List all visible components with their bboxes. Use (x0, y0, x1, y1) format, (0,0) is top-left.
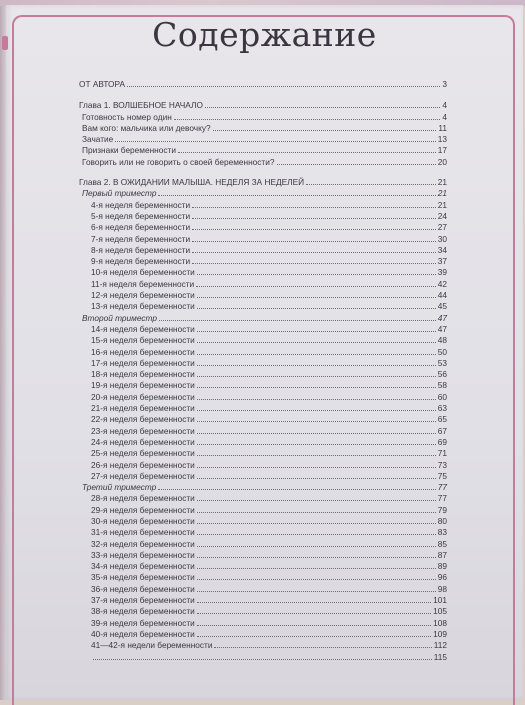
toc-entry-page: 63 (437, 403, 447, 414)
toc-entry-title: 41—42-я недели беременности (91, 640, 213, 651)
toc-entry (79, 618, 447, 629)
toc-entry (79, 561, 447, 572)
toc-entry (79, 392, 447, 403)
toc-entry (79, 414, 447, 425)
toc-entry (79, 527, 447, 538)
toc-entry-page: 48 (437, 335, 447, 346)
toc-leader-dots (197, 358, 436, 366)
toc-leader-dots (197, 572, 436, 580)
toc-leader-dots (192, 245, 436, 253)
toc-entry-page: 101 (433, 595, 447, 606)
toc-entry (79, 595, 447, 606)
toc-leader-dots (158, 188, 435, 196)
toc-entry (79, 471, 447, 482)
toc-entry (79, 426, 447, 437)
toc-entry-title: 40-я неделя беременности (91, 628, 195, 639)
toc-entry (79, 211, 447, 222)
toc-entry (79, 380, 447, 391)
toc-entry (79, 234, 447, 245)
toc-entry-page: 109 (433, 628, 447, 639)
toc-entry-page: 89 (437, 561, 447, 572)
toc-leader-dots (192, 211, 436, 219)
toc-leader-dots (214, 640, 431, 648)
toc-entry (79, 584, 447, 595)
toc-leader-dots (93, 652, 432, 660)
toc-entry-title: 6-я неделя беременности (91, 222, 191, 233)
toc-entry (79, 437, 447, 448)
toc-entry-page: 21 (437, 177, 447, 188)
toc-entry (79, 493, 447, 504)
toc-leader-dots (197, 539, 436, 547)
toc-entry-title: 39-я неделя беременности (91, 617, 195, 628)
toc-leader-dots (197, 369, 436, 377)
toc-entry-title: Глава 1. ВОЛШЕБНОЕ НАЧАЛО (79, 100, 203, 111)
toc-entry-title: ОТ АВТОРА (79, 79, 126, 89)
toc-entry-page: 85 (437, 538, 447, 549)
toc-entry-title: 28-я неделя беременности (91, 493, 195, 504)
toc-entry (79, 539, 447, 550)
toc-entry-title: 7-я неделя беременности (91, 233, 191, 244)
toc-entry (79, 640, 447, 651)
toc-entry (79, 505, 447, 516)
toc-entry-page: 11 (438, 122, 447, 133)
toc-entry-title: 26-я неделя беременности (91, 459, 195, 470)
toc-leader-dots (115, 134, 436, 142)
toc-entry (79, 112, 447, 123)
toc-entry-title: 23-я неделя беременности (91, 425, 195, 436)
toc-entry-page: 73 (437, 459, 447, 470)
toc-entry-title: Готовность номер один (82, 111, 172, 122)
toc-entry-page: 30 (437, 233, 447, 244)
toc-entry-page: 47 (437, 323, 447, 334)
toc-entry-title: 13-я неделя беременности (91, 301, 195, 312)
toc-entry (79, 200, 447, 211)
toc-entry-page: 17 (437, 145, 447, 156)
toc-entry (79, 256, 447, 267)
toc-leader-dots (197, 460, 436, 468)
toc-entry-title: 35-я неделя беременности (91, 572, 195, 583)
toc-entry (79, 482, 447, 493)
toc-leader-dots (197, 290, 436, 298)
toc-entry-page: 21 (437, 188, 447, 199)
toc-entry-page: 34 (437, 244, 447, 255)
toc-entry-page: 13 (437, 134, 447, 145)
table-of-contents (79, 79, 447, 663)
toc-entry (79, 606, 447, 617)
toc-entry-page: 39 (437, 267, 447, 278)
toc-entry-page: 21 (437, 199, 447, 210)
toc-entry-title: 20-я неделя беременности (91, 391, 195, 402)
toc-entry (79, 550, 447, 561)
toc-entry-page: 58 (437, 380, 447, 391)
toc-leader-dots (197, 267, 436, 275)
toc-entry (79, 629, 447, 640)
toc-leader-dots (197, 414, 436, 422)
toc-leader-dots (197, 595, 431, 603)
toc-leader-dots (196, 279, 436, 287)
toc-leader-dots (197, 505, 436, 513)
toc-entry-page: 27 (437, 222, 447, 233)
toc-entry (79, 123, 447, 134)
toc-entry-page: 115 (433, 651, 447, 662)
toc-entry-title: Первый триместр (82, 188, 157, 199)
toc-leader-dots (197, 392, 436, 400)
toc-entry-title: 14-я неделя беременности (91, 323, 195, 334)
toc-entry-page: 56 (437, 369, 447, 380)
toc-leader-dots (197, 584, 436, 592)
toc-entry (79, 358, 447, 369)
toc-entry (79, 79, 447, 90)
toc-entry-title: 18-я неделя беременности (91, 369, 195, 380)
toc-entry-page: 42 (437, 278, 447, 289)
toc-entry (79, 516, 447, 527)
toc-entry-title: 15-я неделя беременности (91, 335, 195, 346)
toc-entry-title: 25-я неделя беременности (91, 448, 195, 459)
toc-entry (79, 301, 447, 312)
toc-entry (79, 157, 447, 168)
toc-leader-dots (213, 123, 437, 131)
toc-entry (79, 313, 447, 324)
toc-entry-title: 36-я неделя беременности (91, 583, 195, 594)
toc-leader-dots (178, 145, 436, 153)
toc-entry (79, 403, 447, 414)
toc-entry-title: 29-я неделя беременности (91, 504, 195, 515)
toc-entry (79, 572, 447, 583)
toc-entry-title: Второй триместр (82, 312, 157, 323)
toc-entry-title: 11-я неделя беременности (91, 278, 195, 289)
toc-entry-title: 5-я неделя беременности (91, 210, 191, 221)
toc-entry-title: Говорить или не говорить о своей беременности? (82, 156, 275, 167)
toc-entry-page: 96 (437, 572, 447, 583)
toc-leader-dots (277, 157, 436, 165)
toc-entry-title: 12-я неделя беременности (91, 290, 195, 301)
page-marker-tab (2, 36, 8, 50)
toc-entry-page: 71 (437, 448, 447, 459)
toc-entry-page: 67 (437, 425, 447, 436)
toc-leader-dots (197, 561, 436, 569)
toc-entry-title: 10-я неделя беременности (91, 267, 195, 278)
toc-leader-dots (174, 112, 441, 120)
toc-entry-title: 19-я неделя беременности (91, 380, 195, 391)
toc-entry-page: 75 (437, 470, 447, 481)
toc-entry-title: 24-я неделя беременности (91, 436, 195, 447)
toc-leader-dots (127, 79, 440, 87)
toc-entry-title: Зачатие (82, 134, 114, 145)
toc-entry (79, 245, 447, 256)
toc-entry (79, 188, 447, 199)
toc-leader-dots (197, 629, 431, 637)
toc-leader-dots (159, 313, 436, 321)
toc-entry-page: 53 (437, 357, 447, 368)
toc-entry-title: Третий триместр (82, 482, 157, 493)
toc-entry-page: 4 (442, 111, 447, 122)
toc-entry-page: 108 (433, 617, 447, 628)
toc-entry-page: 45 (437, 301, 447, 312)
toc-entry-title: 31-я неделя беременности (91, 527, 195, 538)
toc-entry-page: 37 (437, 256, 447, 267)
toc-entry (79, 290, 447, 301)
toc-entry-title: 37-я неделя беременности (91, 595, 195, 606)
toc-leader-dots (197, 448, 436, 456)
toc-entry (79, 134, 447, 145)
toc-leader-dots (197, 618, 431, 626)
toc-entry-title: 17-я неделя беременности (91, 357, 195, 368)
toc-leader-dots (197, 527, 436, 535)
toc-entry-title: 30-я неделя беременности (91, 515, 195, 526)
toc-entry (79, 222, 447, 233)
toc-entry-title: 4-я неделя беременности (91, 199, 191, 210)
toc-entry-title: Глава 2. В ОЖИДАНИИ МАЛЫША. НЕДЕЛЯ ЗА НЕДЕЛЕЙ (79, 177, 305, 188)
toc-entry-title: 9-я неделя беременности (91, 256, 191, 267)
toc-entry-title: 8-я неделя беременности (91, 244, 191, 255)
toc-entry-page: 77 (437, 482, 447, 493)
toc-leader-dots (197, 426, 436, 434)
toc-leader-dots (205, 100, 440, 108)
toc-leader-dots (197, 493, 436, 501)
toc-entry-page: 112 (433, 640, 447, 651)
toc-entry-page: 105 (433, 606, 447, 617)
toc-entry-page: 98 (437, 583, 447, 594)
toc-entry-page: 3 (442, 79, 447, 89)
toc-entry (79, 335, 447, 346)
page-title: Содержание (152, 15, 377, 54)
toc-entry (79, 652, 447, 663)
toc-leader-dots (197, 324, 436, 332)
toc-entry-title: 32-я неделя беременности (91, 538, 195, 549)
toc-entry (79, 145, 447, 156)
toc-leader-dots (192, 222, 436, 230)
toc-leader-dots (158, 482, 436, 490)
toc-leader-dots (197, 403, 436, 411)
toc-leader-dots (197, 347, 436, 355)
toc-entry (79, 347, 447, 358)
toc-entry (79, 324, 447, 335)
toc-entry-page: 77 (437, 493, 447, 504)
toc-entry-page: 65 (437, 414, 447, 425)
toc-entry-page: 24 (437, 210, 447, 221)
toc-entry-page: 69 (437, 436, 447, 447)
toc-entry (79, 369, 447, 380)
toc-entry-title: 16-я неделя беременности (91, 346, 195, 357)
toc-leader-dots (197, 606, 431, 614)
toc-entry-title: 21-я неделя беременности (91, 403, 195, 414)
toc-entry-title: 34-я неделя беременности (91, 561, 195, 572)
toc-entry (79, 279, 447, 290)
toc-entry (79, 448, 447, 459)
toc-entry (79, 100, 447, 111)
toc-entry-page: 87 (437, 549, 447, 560)
book-page (6, 5, 523, 700)
toc-entry-title: Вам кого: мальчика или девочку? (82, 122, 211, 133)
toc-entry-page: 79 (437, 504, 447, 515)
toc-entry-page: 20 (437, 156, 447, 167)
toc-leader-dots (197, 471, 436, 479)
toc-entry-page: 83 (437, 527, 447, 538)
toc-entry-page: 47 (437, 312, 447, 323)
toc-leader-dots (197, 516, 436, 524)
toc-leader-dots (197, 380, 436, 388)
toc-leader-dots (192, 234, 436, 242)
toc-entry-page: 50 (437, 346, 447, 357)
toc-entry-page: 80 (437, 515, 447, 526)
toc-leader-dots (197, 301, 436, 309)
toc-entry-title: 33-я неделя беременности (91, 549, 195, 560)
toc-entry-title: 27-я неделя беременности (91, 470, 195, 481)
toc-entry (79, 267, 447, 278)
toc-leader-dots (192, 200, 436, 208)
toc-entry-title: 22-я неделя беременности (91, 414, 195, 425)
toc-entry-page: 44 (437, 290, 447, 301)
toc-entry-title: 38-я неделя беременности (91, 606, 195, 617)
toc-entry-page: 60 (437, 391, 447, 402)
toc-entry (79, 177, 447, 188)
toc-entry (79, 460, 447, 471)
toc-leader-dots (197, 335, 436, 343)
toc-leader-dots (306, 177, 436, 185)
toc-entry-page: 4 (442, 100, 447, 111)
toc-entry-title: Признаки беременности (82, 145, 176, 156)
toc-leader-dots (197, 437, 436, 445)
toc-leader-dots (197, 550, 436, 558)
toc-leader-dots (192, 256, 436, 264)
